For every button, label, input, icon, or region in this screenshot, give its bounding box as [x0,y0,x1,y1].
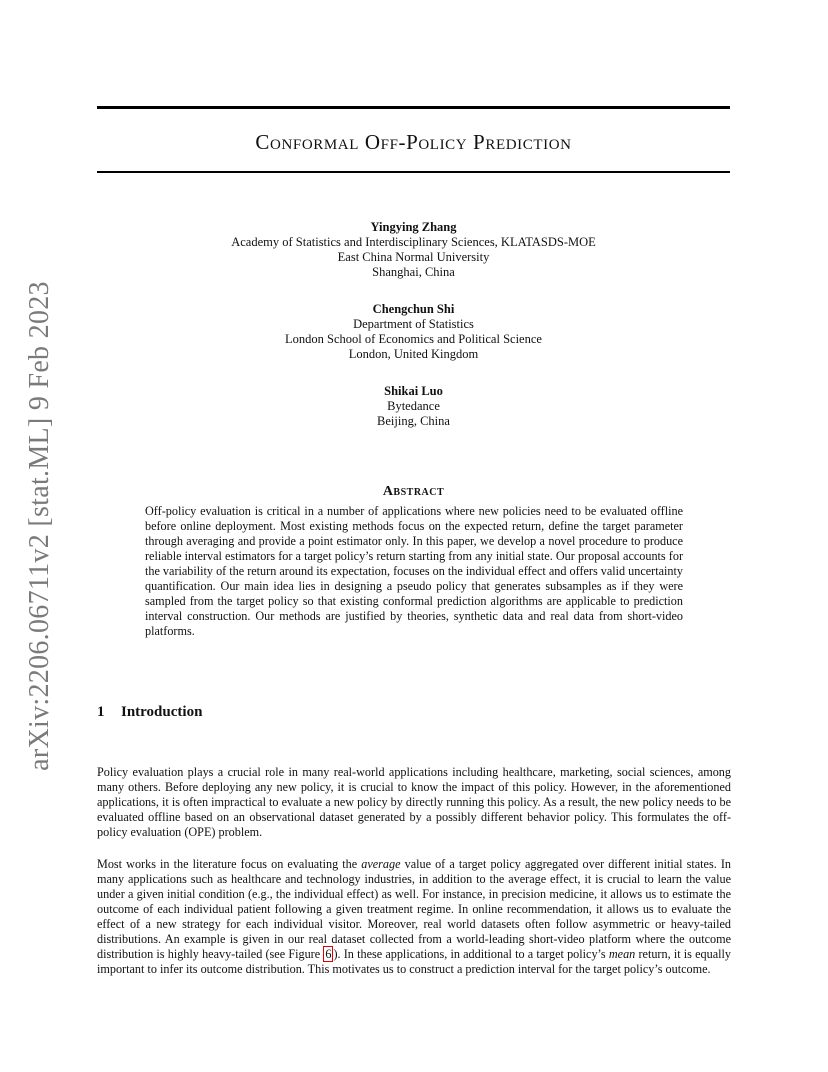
affiliation-line: Bytedance [387,399,440,413]
affiliation-line: London, United Kingdom [348,347,479,361]
title-rule-top [97,106,730,109]
author-name: Chengchun Shi [372,302,455,316]
affiliation-line: Shanghai, China [372,265,455,279]
emphasis-mean: mean [608,947,636,961]
paragraph-text: value of a target policy aggregated over different initial states. In many applications such as healthcare and technology industries, in addition to the average effect, it is crucial to learn the value under a given initial condition (e.g., the individual effect) as well. For instance, in precision medicine, it allows us to estimate the outcome of each individual patient following a given treatment regime. In online recommendation, it allows us to evaluate the effect of a new strategy for each individual visitor. Moreover, real world datasets often follow asymmetric or heavy-tailed distributions. An example is given in our real dataset collected from a world-leading short-video platform where the outcome distribution is highly heavy-tailed (see Figure [97,857,731,961]
figure-reference-link[interactable]: 6 [325,947,332,961]
affiliation-line: London School of Economics and Political Science [285,332,542,346]
paper-title: Conformal Off-Policy Prediction [255,130,572,154]
author-name: Shikai Luo [384,384,443,398]
body-paragraph [97,857,731,977]
paragraph-text: return, it is equally important to infer its outcome distribution. This motivates us to construct a prediction interval for the target policy’s outcome. [97,947,731,976]
affiliation-line: Academy of Statistics and Interdisciplinary Sciences, KLATASDS-MOE [231,235,596,249]
arxiv-identifier[interactable]: arXiv:2206.06711v2 [stat.ML] 9 Feb 2023 [24,281,55,771]
section-title: Introduction [121,704,203,720]
author-name: Yingying Zhang [370,220,457,234]
author-block [97,302,730,362]
emphasis-average: average [361,857,401,871]
paragraph-text: Most works in the literature focus on evaluating the [97,857,362,871]
section-heading [97,704,202,721]
affiliation-line: Department of Statistics [353,317,474,331]
abstract-text: Off-policy evaluation is critical in a number of applications where new policies need to be evaluated offline before online deployment. Most existing methods focus on the expected return, define the target parameter through averaging and provide a point estimator only. In this paper, we develop a novel procedure to produce reliable interval estimators for a target policy’s return starting from any initial state. Our proposal accounts for the variability of the return around its expectation, focuses on the individual effect and offers valid uncertainty quantification. Our main idea lies in designing a pseudo policy that generates subsamples as if they were sampled from the target policy so that existing conformal prediction algorithms are applicable to prediction interval construction. Our methods are justified by theories, synthetic data and real data from short-video platforms. [145,504,683,638]
paragraph-text: ). In these applications, in additional to a target policy’s [333,947,609,961]
affiliation-line: Beijing, China [377,414,450,428]
body-paragraph: Policy evaluation plays a crucial role in many real-world applications including healthcare, marketing, social sciences, among many others. Before deploying any new policy, it is crucial to know the impact of this policy. However, in the aforementioned applications, it is often impractical to evaluate a new policy by directly running this policy. As a result, the new policy needs to be evaluated offline based on an observational dataset generated by a possibly different behavior policy. This formulates the off-policy evaluation (OPE) problem. [97,765,731,839]
abstract-heading: Abstract [382,484,445,499]
arxiv-sidebar [18,281,62,771]
title-rule-bottom [97,171,730,173]
affiliation-line: East China Normal University [337,250,490,264]
author-block [97,220,730,280]
author-block [97,384,730,429]
section-number: 1 [97,704,105,720]
